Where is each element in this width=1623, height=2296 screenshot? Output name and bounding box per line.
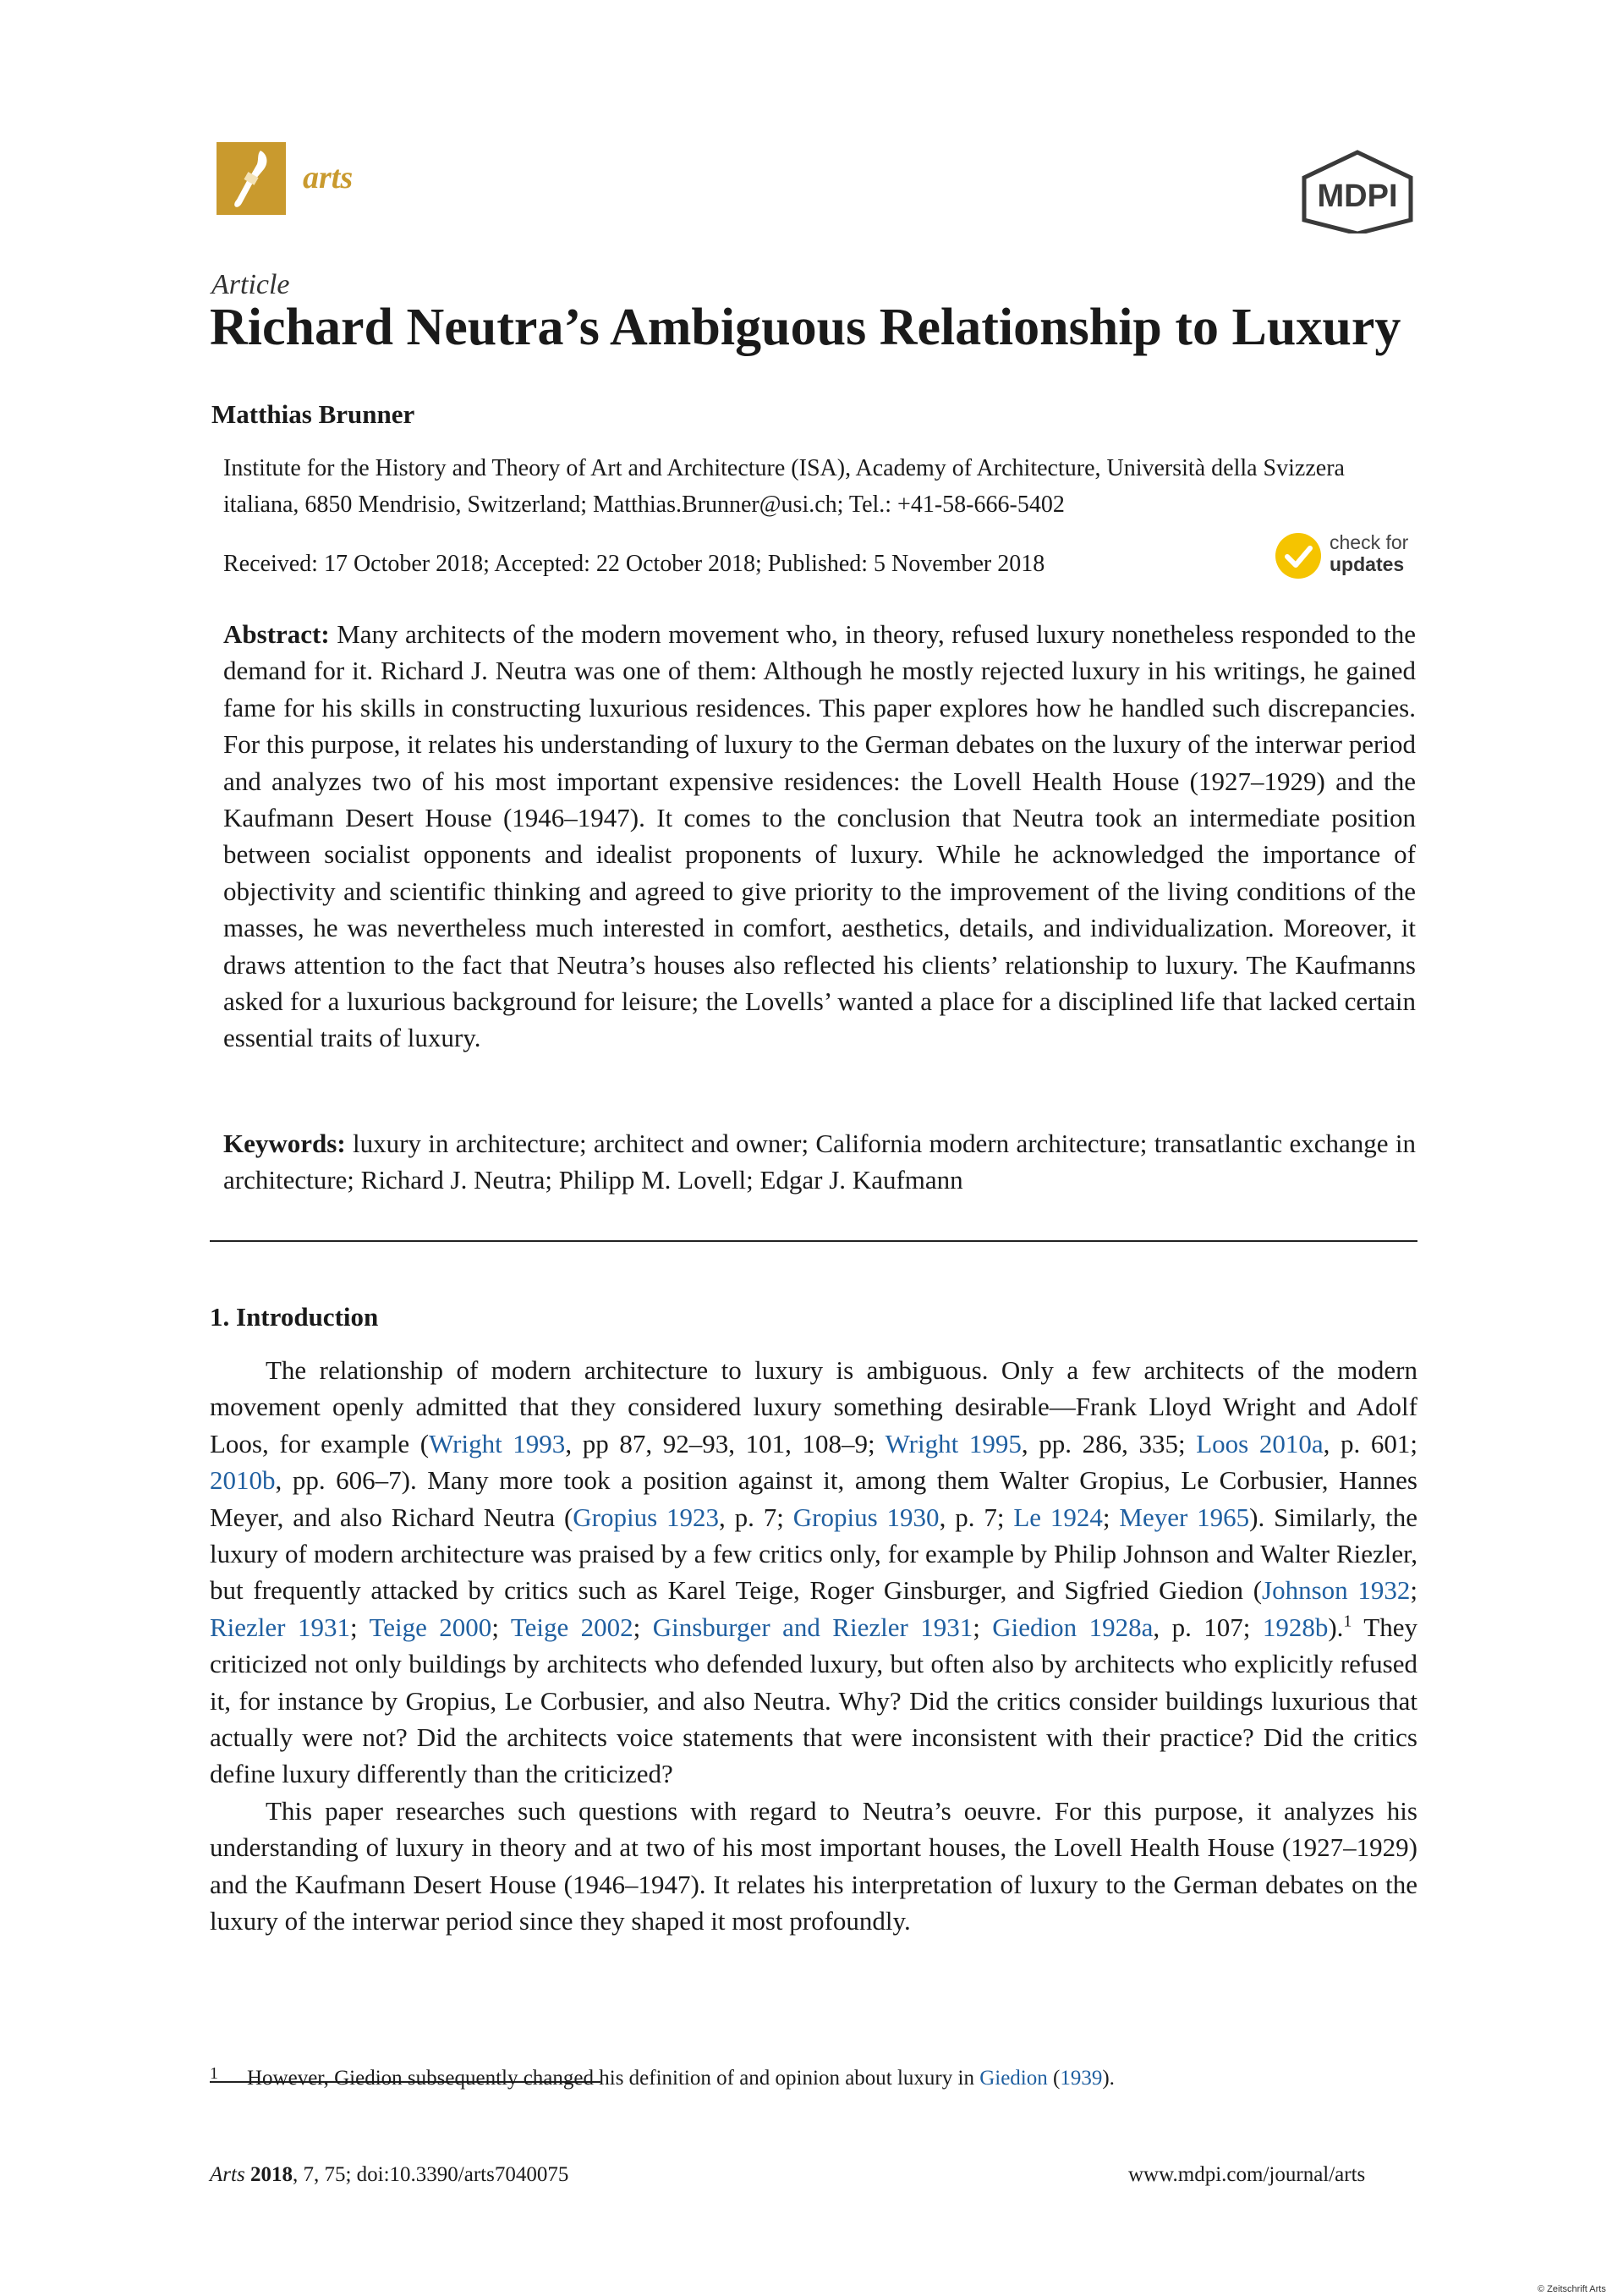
abstract-label: Abstract: [223, 619, 330, 649]
paragraph: This paper researches such questions with regard to Neutra’s oeuvre. For this purpose, it analyzes his understanding of luxury in theory and at two of his most important houses, the Lovell Health House (1927–1929) and the Kaufmann Desert House (1946–1947). It relates his interpretation of luxury to the German debates on the luxury of the interwar period since they shaped it most profoundly. [210, 1795, 1417, 1936]
check-updates-line1: check for [1330, 531, 1409, 553]
footnote-text: However, Giedion subsequently changed his definition of and opinion about luxury in Giedion (1939). [247, 2067, 1115, 2090]
citation-link[interactable]: Loos 2010a [1196, 1428, 1324, 1458]
keywords-text: luxury in architecture; architect and owner; California modern architecture; transatlantic exchange in architecture; Richard J. Neutra; Philipp M. Lovell; Edgar J. Kaufmann [223, 1129, 1416, 1195]
journal-name: arts [303, 160, 354, 195]
citation-link[interactable]: Giedion 1928a [992, 1612, 1154, 1642]
citation-link[interactable]: Teige 2000 [369, 1612, 492, 1642]
citation-link[interactable]: 1939 [1060, 2067, 1103, 2090]
publisher-name: MDPI [1317, 179, 1398, 214]
keywords-label: Keywords: [223, 1129, 346, 1158]
citation-link[interactable]: 1928b [1262, 1612, 1329, 1642]
citation-link[interactable]: Giedion [979, 2067, 1048, 2090]
author-affiliation: Institute for the History and Theory of Art and Architecture (ISA), Academy of Architecture, Università della Svizzera italiana, 6850 Mendrisio, Switzerland; Matthias.Brunner@usi.ch; Tel.: +41-58-666-5402 [223, 455, 1345, 518]
publication-dates: Received: 17 October 2018; Accepted: 22 October 2018; Published: 5 November 2018 [223, 551, 1045, 577]
journal-logo [217, 142, 286, 215]
abstract-text: Many architects of the modern movement who, in theory, refused luxury nonetheless responded to the demand for it. Richard J. Neutra was one of them: Although he mostly rejected luxury in his writings, he gained fame for his skills in constructing luxurious residences. This paper explores how he handled such discrepancies. For this purpose, it relates his understanding of luxury to the German debates on the luxury of the interwar period and analyzes two of his most important expensive residences: the Lovell Health House (1927–1929) and the Kaufmann Desert House (1946–1947). It comes to the conclusion that Neutra took an intermediate position between socialist opponents and idealist proponents of luxury. While he acknowledged the importance of objectivity and scientific thinking and agreed to give priority to the improvement of the living conditions of the masses, he was nevertheless much interested in comfort, aesthetics, details, and individualization. Moreover, it draws attention to the fact that Neutra’s houses also reflected his clients’ relationship to luxury. The Kaufmanns asked for a luxurious background for leisure; the Lovells’ wanted a place for a disciplined life that lacked certain essential traits of luxury. [223, 619, 1417, 1053]
check-updates-line2: updates [1330, 553, 1405, 575]
citation-link[interactable]: Gropius 1930 [792, 1502, 940, 1532]
hexagon-mdpi-logo [1294, 149, 1421, 233]
abstract [223, 616, 1416, 1057]
article-type: Article [211, 269, 290, 300]
section-divider [210, 1240, 1417, 1242]
check-for-updates-badge[interactable] [1275, 531, 1419, 584]
citation-link[interactable]: Riezler 1931 [210, 1612, 350, 1642]
section-heading: 1. Introduction [210, 1302, 379, 1332]
publisher-logo [1294, 149, 1421, 233]
footnote-marker[interactable]: 1 [1343, 1612, 1352, 1631]
keywords [223, 1125, 1416, 1199]
citation-link[interactable]: Wright 1993 [429, 1428, 566, 1458]
body-text [210, 1352, 1417, 1940]
author-name: Matthias Brunner [211, 399, 415, 429]
paintbrush-icon [217, 142, 286, 215]
footnote-number: 1 [210, 2064, 218, 2083]
paragraph: The relationship of modern architecture to luxury is ambiguous. Only a few architects of the modern movement openly admitted that they considered luxury something desirable—Frank Lloyd Wright and Adolf Loos, for example (Wright 1993, pp 87, 92–93, 101, 108–9; Wright 1995, pp. 286, 335; Loos 2010a, p. 601; 2010b, pp. 606–7). Many more took a position against it, among them Walter Gropius, Le Corbusier, Hannes Meyer, and also Richard Neutra (Gropius 1923, p. 7; Gropius 1930, p. 7; Le 1924; Meyer 1965). Similarly, the luxury of modern architecture was praised by a few critics only, for example by Philip Johnson and Walter Riezler, but frequently attacked by critics such as Karel Teige, Roger Ginsburger, and Sigfried Giedion (Johnson 1932; Riezler 1931; Teige 2000; Teige 2002; Ginsburger and Riezler 1931; Giedion 1928a, p. 107; 1928b).$^1$ They criticized not only buildings by architects who defended luxury, but often also by architects who explicitly refused it, for instance by Gropius, Le Corbusier, and also Neutra. Why? Did the critics consider buildings luxurious that actually were not? Did the architects voice statements that were inconsistent with their practice? Did the critics define luxury differently than the criticized? [210, 1355, 1417, 1789]
citation-link[interactable]: Johnson 1932 [1262, 1575, 1411, 1606]
citation-link[interactable]: Meyer 1965 [1119, 1502, 1250, 1532]
citation-link[interactable]: Gropius 1923 [573, 1502, 720, 1532]
citation-link[interactable]: Wright 1995 [885, 1428, 1022, 1458]
citation-link[interactable]: 2010b [210, 1465, 276, 1496]
article-title: Richard Neutra’s Ambiguous Relationship to Luxury [210, 299, 1401, 356]
copyright-notice: © Zeitschrift Arts [1538, 2284, 1606, 2294]
citation-link[interactable]: Le 1924 [1013, 1502, 1103, 1532]
citation-footer: Arts 2018, 7, 75; doi:10.3390/arts7040075 [210, 2163, 569, 2186]
citation-link[interactable]: Ginsburger and Riezler 1931 [652, 1612, 973, 1642]
citation-link[interactable]: Teige 2002 [510, 1612, 633, 1642]
checkmark-icon [1275, 533, 1321, 579]
journal-url[interactable]: www.mdpi.com/journal/arts [1128, 2163, 1366, 2186]
